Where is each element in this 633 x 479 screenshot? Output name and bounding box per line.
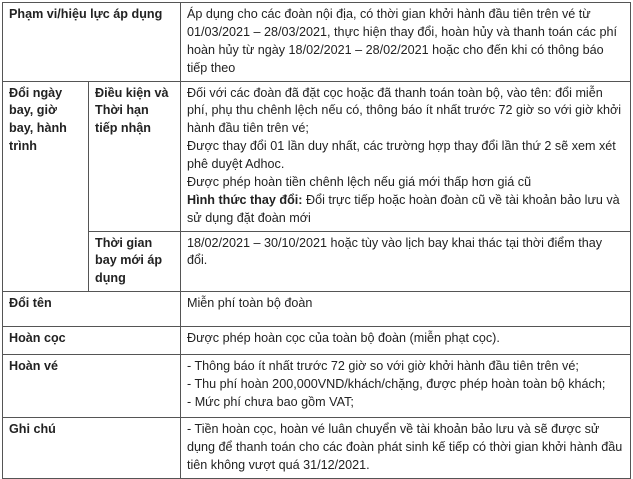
refund-line-2: - Thu phí hoàn 200,000VND/khách/chặng, được phép hoàn toàn bộ khách; xyxy=(187,377,606,391)
row-change-conditions xyxy=(3,81,631,231)
conditions-line-4 xyxy=(187,192,624,228)
row-deposit xyxy=(3,327,631,355)
row-refund xyxy=(3,355,631,418)
refund-line-1: - Thông báo ít nhất trước 72 giờ so với giờ khởi hành đầu tiên trên vé; xyxy=(187,359,579,374)
scope-text: Áp dụng cho các đoàn nội địa, có thời gian khởi hành đầu tiên trên vé từ 01/03/2021 – 28/03/2021, thực hiện thay đổi, hoàn hủy và thanh toán các phí hoàn hủy từ ngày 18/02/2021 – 28/02/2021 hoặc cho đến khi có thông báo tiếp theo xyxy=(181,3,631,82)
deposit-label: Hoàn cọc xyxy=(3,327,181,355)
row-change-period xyxy=(3,231,631,292)
rename-label: Đổi tên xyxy=(3,292,181,327)
row-scope xyxy=(3,3,631,82)
change-period-text: 18/02/2021 – 30/10/2021 hoặc tùy vào lịch bay khai thác tại thời điểm thay đổi. xyxy=(181,231,631,292)
refund-text xyxy=(181,355,631,418)
row-rename xyxy=(3,292,631,327)
conditions-line-3: Được phép hoàn tiền chênh lệch nếu giá mới thấp hơn giá cũ xyxy=(187,174,532,189)
note-text: - Tiền hoàn cọc, hoàn vé luân chuyển về tài khoản bảo lưu và sẽ được sử dụng để thanh toán cho các đoàn phát sinh kế tiếp có thời gian khởi hành đầu tiên không vượt quá 31/12/2021. xyxy=(181,418,631,479)
deposit-text: Được phép hoàn cọc của toàn bộ đoàn (miễn phạt cọc). xyxy=(181,327,631,355)
change-conditions-label: Điều kiện và Thời hạn tiếp nhận xyxy=(89,81,181,231)
scope-label: Phạm vi/hiệu lực áp dụng xyxy=(3,3,181,82)
policy-document xyxy=(0,2,633,472)
refund-line-3: - Mức phí chưa bao gồm VAT; xyxy=(187,394,354,409)
policy-table xyxy=(2,2,631,479)
note-label: Ghi chú xyxy=(3,418,181,479)
change-label: Đổi ngày bay, giờ bay, hành trình xyxy=(3,81,89,292)
conditions-line-2: Được thay đổi 01 lần duy nhất, các trường hợp thay đổi lần thứ 2 sẽ xem xét phê duyệt Adhoc. xyxy=(187,139,616,171)
rename-text: Miễn phí toàn bộ đoàn xyxy=(181,292,631,327)
row-note xyxy=(3,418,631,479)
refund-label: Hoàn vé xyxy=(3,355,181,418)
change-method-label: Hình thức thay đổi: xyxy=(187,192,303,207)
conditions-line-1: Đối với các đoàn đã đặt cọc hoặc đã thanh toán toàn bộ, vào tên: đổi miễn phí, phụ thu chênh lệch nếu có, thông báo ít nhất trước 72 giờ so với giờ khởi hành đầu tiên trên vé; xyxy=(187,85,622,136)
change-period-label: Thời gian bay mới áp dụng xyxy=(89,231,181,292)
change-method-text: Đổi trực tiếp hoặc hoàn đoàn cũ về tài khoản bảo lưu và sử dụng đặt đoàn mới xyxy=(187,192,620,225)
change-conditions-text xyxy=(181,81,631,231)
